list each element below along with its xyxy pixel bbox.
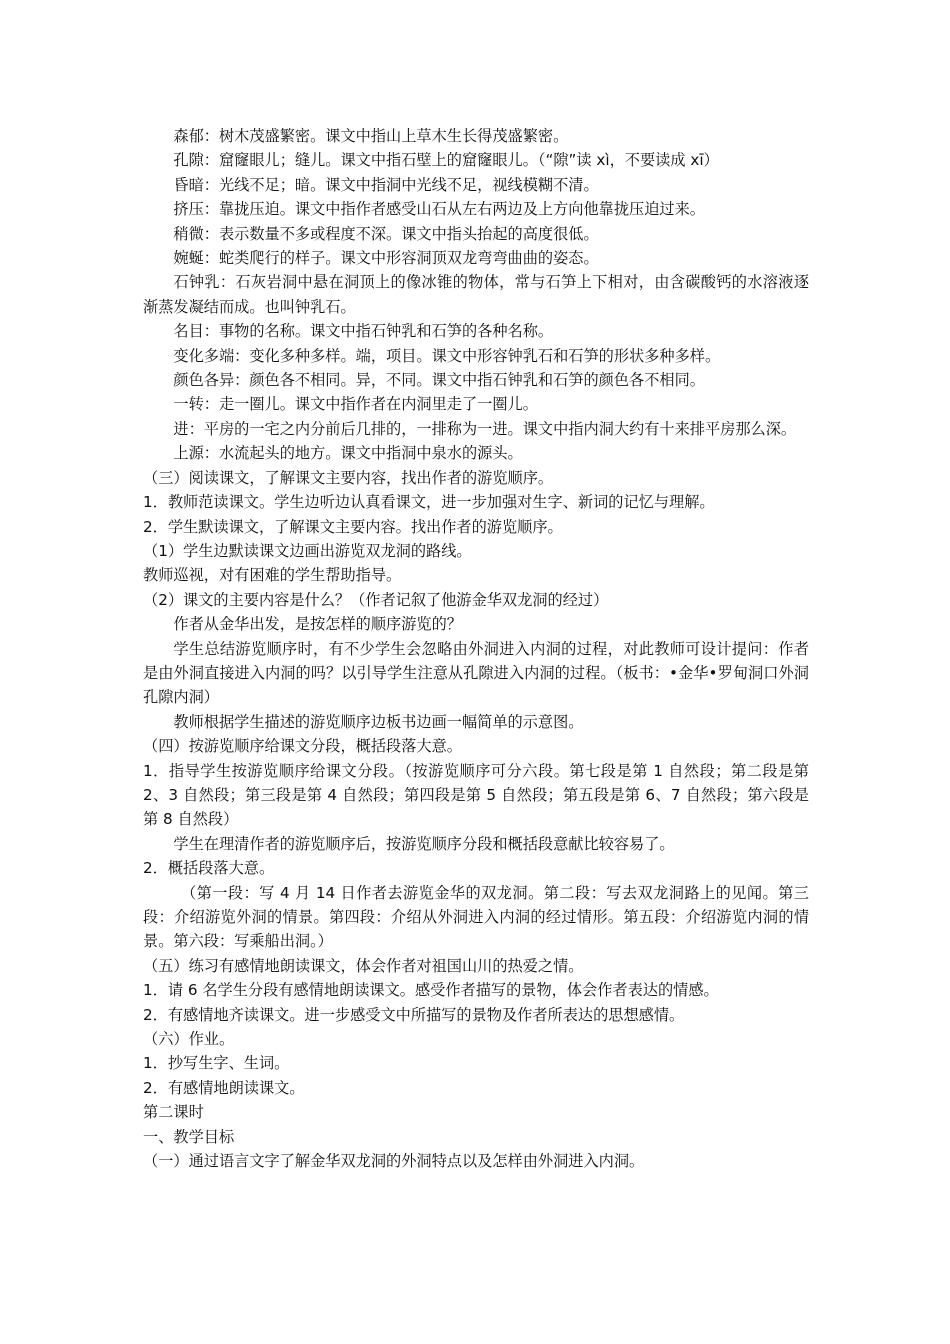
paragraph: 名目：事物的名称。课文中指石钟乳和石笋的各种名称。 xyxy=(173,322,554,341)
paragraph: 婉蜒：蛇类爬行的样子。课文中形容洞顶双龙弯弯曲曲的姿态。 xyxy=(173,249,599,268)
paragraph: 挤压：靠拢压迫。课文中指作者感受山石从左右两边及上方向他靠拢压迫过来。 xyxy=(173,200,705,219)
list-item: 1．教师范读课文。学生边听边认真看课文，进一步加强对生字、新词的记忆与理解。 xyxy=(143,493,715,512)
list-item: （一）通过语言文字了解金华双龙洞的外洞特点以及怎样由外洞进入内洞。 xyxy=(143,1152,645,1171)
list-item: （1）学生边默读课文边画出游览双龙洞的路线。 xyxy=(143,541,472,560)
section-heading: （三）阅读课文，了解课文主要内容，找出作者的游览顺序。 xyxy=(143,468,554,487)
paragraph: 孔隙：窟窿眼儿；缝儿。课文中指石壁上的窟窿眼儿。（“隙”读 xì，不要读成 xī） xyxy=(173,151,719,170)
document-body xyxy=(143,124,809,1173)
list-item: 2．概括段落大意。 xyxy=(143,859,275,878)
paragraph: （第一段：写 4 月 14 日作者去游览金华的双龙洞。第二段：写去双龙洞路上的见闻。第三段：介绍游览外洞的情景。第四段：介绍从外洞进入内洞的经过情形。第五段：介绍游览内洞的情景。第六段：写乘船出洞。） xyxy=(143,883,809,951)
list-item: 2．学生默读课文，了解课文主要内容。找出作者的游览顺序。 xyxy=(143,517,563,536)
paragraph: 进：平房的一宅之内分前后几排的，一排称为一进。课文中指内洞大约有十来排平房那么深。 xyxy=(173,419,797,438)
section-heading: （四）按游览顺序给课文分段，概括段落大意。 xyxy=(143,737,462,756)
list-item: 2．有感情地朗读课文。 xyxy=(143,1078,305,1097)
list-item: 2．有感情地齐读课文。进一步感受文中所描写的景物及作者所表达的思想感情。 xyxy=(143,1005,685,1024)
list-item: 1．指导学生按游览顺序给课文分段。（按游览顺序可分六段。第七段是第 1 自然段；第二段是第 2、3 自然段；第三段是第 4 自然段；第四段是第 5 自然段；第五段是第 6、7 自然段；第六段是第 8 自然段） xyxy=(143,761,809,829)
section-heading: （六）作业。 xyxy=(143,1030,235,1049)
paragraph: 学生在理清作者的游览顺序后，按游览顺序分段和概括段意献比较容易了。 xyxy=(173,834,675,853)
paragraph: 学生总结游览顺序时，有不少学生会忽略由外洞进入内洞的过程，对此教师可设计提问：作者是由外洞直接进入内洞的吗？以引导学生注意从孔隙进入内洞的过程。（板书：•金华•罗甸洞口外洞孔隙内洞） xyxy=(143,639,809,707)
section-heading: 第二课时 xyxy=(143,1103,204,1122)
list-item: （2）课文的主要内容是什么？（作者记叙了他游金华双龙洞的经过） xyxy=(143,590,609,609)
paragraph: 稍微：表示数量不多或程度不深。课文中指头抬起的高度很低。 xyxy=(173,224,599,243)
paragraph: 上源：水流起头的地方。课文中指洞中泉水的源头。 xyxy=(173,444,523,463)
paragraph: 颜色各异：颜色各不相同。异，不同。课文中指石钟乳和石笋的颜色各不相同。 xyxy=(173,371,705,390)
paragraph: 石钟乳：石灰岩洞中悬在洞顶上的像冰锥的物体，常与石笋上下相对，由含碳酸钙的水溶液逐渐蒸发凝结而成。也叫钟乳石。 xyxy=(143,273,809,316)
section-heading: 一、教学目标 xyxy=(143,1127,235,1146)
paragraph: 教师巡视，对有困难的学生帮助指导。 xyxy=(143,566,402,585)
list-item: 1．请 6 名学生分段有感情地朗读课文。感受作者描写的景物，体会作者表达的情感。 xyxy=(143,981,719,1000)
section-heading: （五）练习有感情地朗读课文，体会作者对祖国山川的热爱之情。 xyxy=(143,956,584,975)
paragraph: 变化多端：变化多种多样。端，项目。课文中形容钟乳石和石笋的形状多种多样。 xyxy=(173,346,721,365)
paragraph: 一转：走一圈儿。课文中指作者在内洞里走了一圈儿。 xyxy=(173,395,538,414)
list-item: 1．抄写生字、生词。 xyxy=(143,1054,290,1073)
paragraph: 森郁：树木茂盛繁密。课文中指山上草木生长得茂盛繁密。 xyxy=(173,127,569,145)
paragraph: 作者从金华出发，是按怎样的顺序游览的？ xyxy=(173,615,462,634)
paragraph: 昏暗：光线不足；暗。课文中指洞中光线不足，视线模糊不清。 xyxy=(173,175,599,194)
paragraph: 教师根据学生描述的游览顺序边板书边画一幅简单的示意图。 xyxy=(173,712,584,731)
